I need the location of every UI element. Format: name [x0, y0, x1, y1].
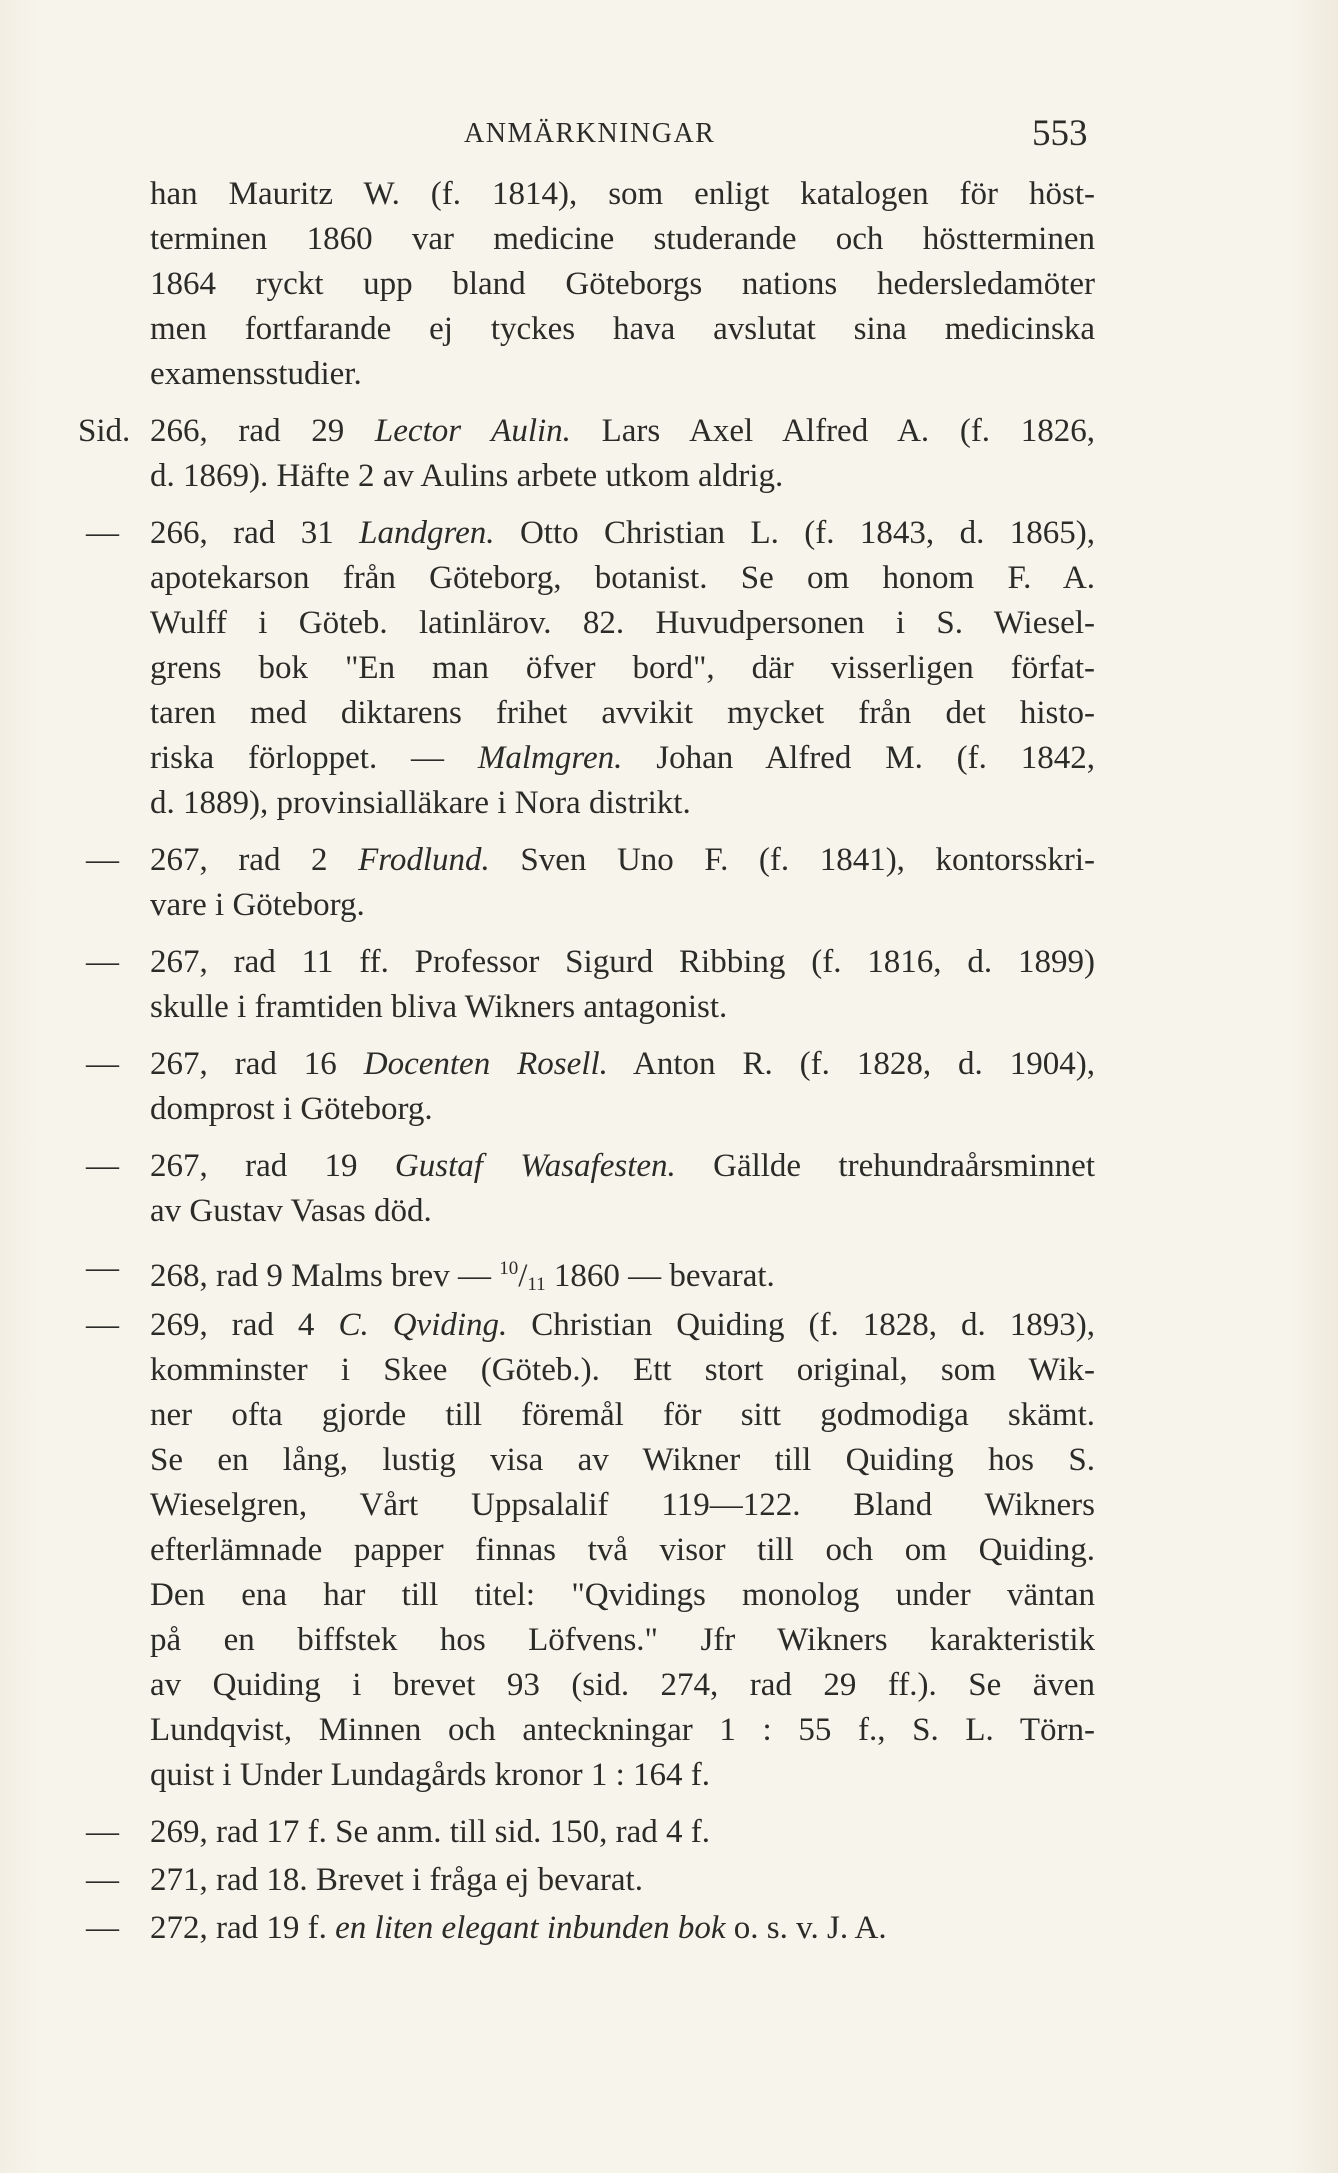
line-text: Lars Axel Alfred A. (f. 1826,: [570, 413, 1095, 449]
text-line: [86, 1303, 1095, 1348]
text-line: [86, 1144, 1095, 1189]
line-text: komminster i Skee (Göteb.). Ett stort original, som Wik-: [150, 1352, 1095, 1388]
entry-dash: —: [86, 1910, 119, 1946]
text-line: [150, 1087, 433, 1132]
text-line: [78, 409, 1095, 454]
italic-name: C. Qviding.: [338, 1307, 508, 1343]
line-text: Wulff i Göteb. latinlärov. 82. Huvudpersonen i S. Wiesel-: [150, 605, 1095, 641]
running-head: ANMÄRKNINGAR: [464, 118, 716, 149]
line-text: Christian Quiding (f. 1828, d. 1893),: [507, 1307, 1095, 1343]
text-line: [150, 172, 1095, 217]
entry-dash: —: [86, 1148, 119, 1184]
line-text: 269, rad 17 f. Se anm. till sid. 150, rad 4 f.: [150, 1814, 711, 1850]
line-text: Lundqvist, Minnen och anteckningar 1 : 55 f., S. L. Törn-: [150, 1712, 1095, 1748]
line-text: d. 1869). Häfte 2 av Aulins arbete utkom aldrig.: [150, 458, 784, 494]
line-text: på en biffstek hos Löfvens." Jfr Wikners karakteristik: [150, 1622, 1095, 1658]
line-text: Se en lång, lustig visa av Wikner till Quiding hos S.: [150, 1442, 1095, 1478]
italic-name: Malmgren.: [477, 740, 623, 776]
page-number: 553: [1032, 113, 1088, 154]
line-text: ner ofta gjorde till föremål för sitt godmodiga skämt.: [150, 1397, 1095, 1433]
text-line: [86, 1042, 1095, 1087]
sid-label: Sid.: [78, 413, 131, 449]
text-line: [86, 1246, 775, 1295]
text-line: [150, 307, 1095, 352]
line-text: 267, rad 16: [150, 1046, 364, 1082]
text-line: [150, 1573, 1095, 1618]
page-header: [0, 112, 1338, 162]
line-text: 267, rad 2: [150, 842, 359, 878]
line-text: Den ena har till titel: "Qvidings monolog under väntan: [150, 1577, 1095, 1613]
line-text: d. 1889), provinsialläkare i Nora distrikt.: [150, 785, 691, 821]
entry-dash: —: [86, 515, 119, 551]
date-day: 10: [499, 1258, 519, 1279]
line-text: examensstudier.: [150, 356, 362, 392]
text-line: [86, 1810, 711, 1855]
line-text: Wieselgren, Vårt Uppsalalif 119—122. Bland Wikners: [150, 1487, 1095, 1523]
entry-dash: —: [86, 1862, 119, 1898]
italic-name: en liten elegant inbunden bok: [335, 1910, 726, 1946]
text-line: [150, 262, 1095, 307]
text-line: [86, 838, 1095, 883]
text-line: [150, 1708, 1095, 1753]
line-text: 266, rad 31: [150, 515, 360, 551]
line-text: han Mauritz W. (f. 1814), som enligt katalogen för höst-: [150, 176, 1095, 212]
line-text: av Quiding i brevet 93 (sid. 274, rad 29 ff.). Se även: [150, 1667, 1095, 1703]
text-line: [150, 1618, 1095, 1663]
line-text: domprost i Göteborg.: [150, 1091, 433, 1127]
line-text: men fortfarande ej tyckes hava avslutat sina medicinska: [150, 311, 1095, 347]
text-line: [150, 1348, 1095, 1393]
line-text: 267, rad 11 ff. Professor Sigurd Ribbing (f. 1816, d. 1899): [150, 944, 1095, 980]
entry-dash: —: [86, 842, 119, 878]
line-text: grens bok "En man öfver bord", där visserligen förfat-: [150, 650, 1095, 686]
text-line: [150, 1528, 1095, 1573]
line-text: 1860 — bevarat.: [545, 1258, 775, 1294]
line-text: 1864 ryckt upp bland Göteborgs nations hedersledamöter: [150, 266, 1095, 302]
text-line: [150, 883, 365, 928]
text-line: [150, 454, 783, 499]
entry-dash: —: [86, 1814, 119, 1850]
italic-name: Landgren.: [359, 515, 495, 551]
italic-name: Lector Aulin.: [374, 413, 571, 449]
date-slash: /: [518, 1258, 528, 1294]
line-text: apotekarson från Göteborg, botanist. Se om honom F. A.: [150, 560, 1095, 596]
line-text: Anton R. (f. 1828, d. 1904),: [607, 1046, 1095, 1082]
italic-name: Gustaf Wasafesten.: [394, 1148, 676, 1184]
line-text: Gällde trehundraårsminnet: [675, 1148, 1095, 1184]
entry-dash: —: [86, 1046, 119, 1082]
line-text: terminen 1860 var medicine studerande och höstterminen: [150, 221, 1095, 257]
text-line: [150, 217, 1095, 262]
line-text: Sven Uno F. (f. 1841), kontorsskri-: [489, 842, 1095, 878]
line-text: 269, rad 4: [150, 1307, 339, 1343]
line-text: vare i Göteborg.: [150, 887, 365, 923]
line-text: 268, rad 9 Malms brev —: [150, 1258, 500, 1294]
line-text: 266, rad 29: [150, 413, 375, 449]
text-line: [150, 691, 1095, 736]
line-text: Otto Christian L. (f. 1843, d. 1865),: [494, 515, 1096, 551]
line-text: 267, rad 19: [150, 1148, 395, 1184]
text-line: [150, 1393, 1095, 1438]
text-line: [86, 511, 1096, 556]
text-line: [150, 1438, 1095, 1483]
date-month: 11: [527, 1274, 546, 1295]
text-line: [150, 646, 1095, 691]
text-line: [86, 1858, 643, 1903]
entry-dash: —: [86, 1307, 119, 1343]
text-line: [150, 556, 1095, 601]
line-text: efterlämnade papper finnas två visor till och om Quiding.: [150, 1532, 1095, 1568]
line-text: skulle i framtiden bliva Wikners antagonist.: [150, 989, 728, 1025]
line-text: quist i Under Lundagårds kronor 1 : 164 f.: [150, 1757, 710, 1793]
text-line: [86, 1906, 887, 1951]
text-line: [150, 1483, 1095, 1528]
text-line: [86, 940, 1095, 985]
text-line: [150, 781, 691, 826]
text-line: [150, 601, 1095, 646]
text-line: [150, 985, 727, 1030]
text-line: [150, 1189, 432, 1234]
line-text: 272, rad 19 f.: [150, 1910, 336, 1946]
entry-dash: —: [86, 1250, 119, 1286]
line-text: taren med diktarens frihet avvikit mycket från det histo-: [150, 695, 1095, 731]
italic-name: Frodlund.: [358, 842, 490, 878]
italic-name: Docenten Rosell.: [363, 1046, 608, 1082]
line-text: av Gustav Vasas död.: [150, 1193, 432, 1229]
line-text: riska förloppet. —: [150, 740, 478, 776]
text-line: [150, 736, 1095, 781]
text-line: [150, 1663, 1095, 1708]
line-text: Johan Alfred M. (f. 1842,: [622, 740, 1095, 776]
line-text: o. s. v. J. A.: [725, 1910, 887, 1946]
entry-dash: —: [86, 944, 119, 980]
text-line: [150, 352, 362, 397]
line-text: 271, rad 18. Brevet i fråga ej bevarat.: [150, 1862, 643, 1898]
text-line: [150, 1753, 710, 1798]
